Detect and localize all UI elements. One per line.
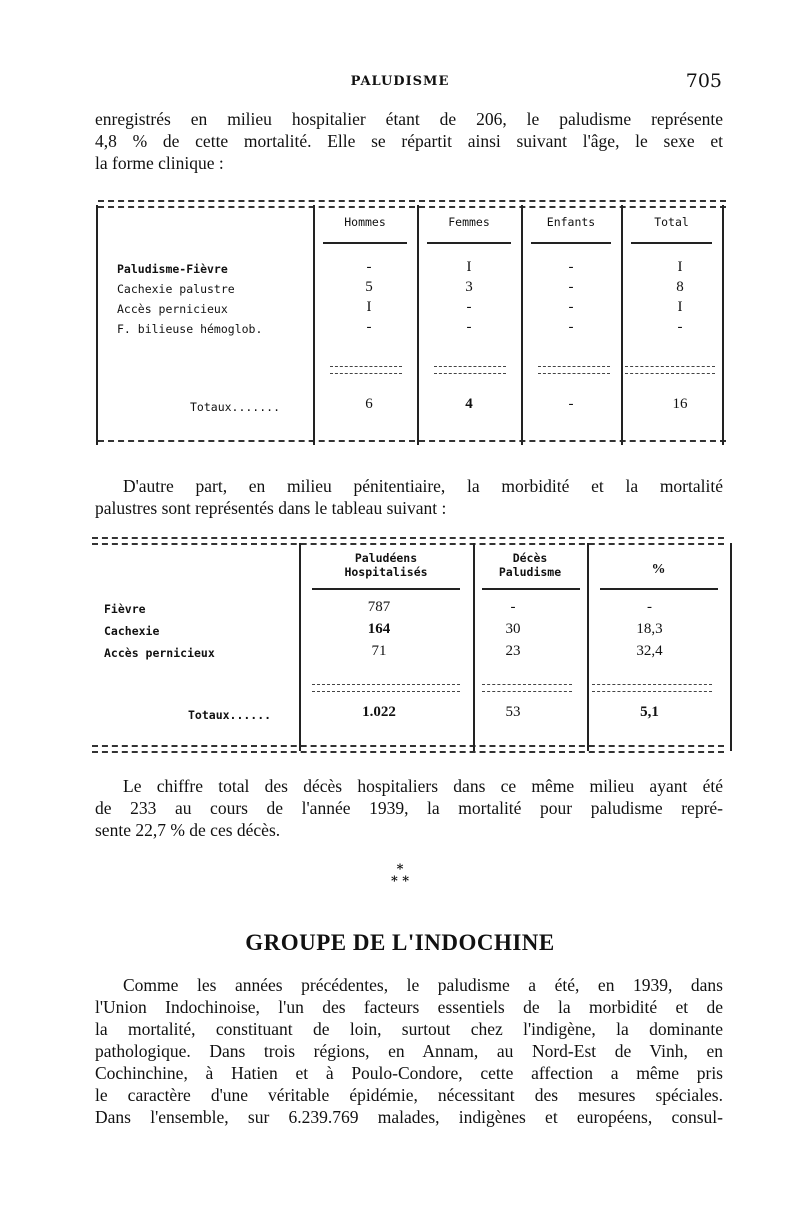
table-cell: - xyxy=(568,279,574,295)
table-cell: 3 xyxy=(465,279,473,295)
table-cell: - xyxy=(510,599,516,615)
total-label: Totaux....... xyxy=(190,400,281,414)
column-header: Hommes xyxy=(344,215,386,229)
text-line: enregistrés en milieu hospitalier étant de 206, le paludisme représente xyxy=(95,109,723,129)
table-bottom-border xyxy=(92,745,724,747)
total-rule xyxy=(312,684,460,692)
table-cell: - xyxy=(568,299,574,315)
table-bottom-border xyxy=(92,751,724,753)
total-cell: 53 xyxy=(505,704,521,720)
table-cell: - xyxy=(466,299,472,315)
text-line: Cochinchine, à Hatien et à Poulo-Condore, cette affection a même pris xyxy=(95,1063,723,1083)
row-label: F. bilieuse hémoglob. xyxy=(117,322,263,336)
table-top-border xyxy=(92,543,724,545)
table-cell: 30 xyxy=(505,621,521,637)
column-header: Paludisme xyxy=(498,565,562,579)
total-cell: 6 xyxy=(365,396,373,412)
table-cell: I xyxy=(366,299,372,315)
table-cell: I xyxy=(466,259,472,275)
text-line: l'Union Indochinoise, l'un des facteurs essentiels de la morbidité et de xyxy=(95,997,723,1017)
text-line: Comme les années précédentes, le paludisme a été, en 1939, dans xyxy=(123,975,723,995)
table-border-right xyxy=(730,543,732,751)
table-cell: 71 xyxy=(371,643,387,659)
total-rule xyxy=(592,684,712,692)
table-cell: 18,3 xyxy=(636,621,663,637)
table-cell: - xyxy=(677,319,683,335)
total-rule xyxy=(482,684,572,692)
column-header: Paludéens xyxy=(354,551,418,565)
text-line: pathologique. Dans trois régions, en Annam, au Nord-Est de Vinh, en xyxy=(95,1041,723,1061)
column-header: % xyxy=(651,562,666,577)
running-title: PALUDISME xyxy=(350,74,450,89)
section-heading: GROUPE DE L'INDOCHINE xyxy=(245,930,555,955)
text-line: la forme clinique : xyxy=(95,153,224,173)
table-cell: - xyxy=(568,319,574,335)
total-cell: - xyxy=(568,396,574,412)
header-rule xyxy=(482,588,580,590)
total-cell: 1.022 xyxy=(362,704,396,720)
header-rule xyxy=(600,588,718,590)
row-label: Paludisme-Fièvre xyxy=(117,262,228,276)
closing-paragraph xyxy=(95,775,723,841)
text-line: palustres sont représentés dans le tableau suivant : xyxy=(95,498,447,518)
header-rule xyxy=(312,588,460,590)
star-bottom: * * xyxy=(390,874,410,889)
text-line: le caractère d'une véritable épidémie, nécessitant des mesures spéciales. xyxy=(95,1085,723,1105)
text-line: de 233 au cours de l'année 1939, la mortalité pour paludisme repré- xyxy=(95,798,723,818)
star-top: * xyxy=(396,862,404,877)
total-cell: 16 xyxy=(672,396,688,412)
page-number: 705 xyxy=(685,70,722,92)
section-paragraph xyxy=(95,974,723,1128)
row-label: Cachexie xyxy=(104,624,160,638)
table-cell: 23 xyxy=(505,643,521,659)
table-cell: 787 xyxy=(367,599,391,615)
row-label: Fièvre xyxy=(104,602,146,616)
text-line: Le chiffre total des décès hospitaliers dans ce même milieu ayant été xyxy=(123,776,723,796)
column-header: Enfants xyxy=(546,215,596,229)
column-header: Femmes xyxy=(448,215,490,229)
table-cell: 5 xyxy=(365,279,373,295)
table-cell: 164 xyxy=(367,621,391,637)
table-cell: I xyxy=(677,299,683,315)
separator-stars xyxy=(0,864,800,888)
text-line: Dans l'ensemble, sur 6.239.769 malades, indigènes et européens, consul- xyxy=(95,1107,723,1127)
table-cell: - xyxy=(366,259,372,275)
text-line: 4,8 % de cette mortalité. Elle se répartit ainsi suivant l'âge, le sexe et xyxy=(95,131,723,151)
total-cell: 4 xyxy=(465,396,473,412)
table-cell: - xyxy=(366,319,372,335)
table-cell: 8 xyxy=(676,279,684,295)
row-label: Accès pernicieux xyxy=(104,646,215,660)
row-label: Accès pernicieux xyxy=(117,302,228,316)
column-header: Total xyxy=(654,215,689,229)
text-line: D'autre part, en milieu pénitentiaire, la morbidité et la mortalité xyxy=(123,476,723,496)
total-label: Totaux...... xyxy=(188,708,272,722)
column-header: Décès xyxy=(512,551,548,565)
row-label: Cachexie palustre xyxy=(117,282,235,296)
table-top-border xyxy=(92,537,724,539)
table-cell: 32,4 xyxy=(636,643,663,659)
text-line: la mortalité, constituant de loin, surtout chez l'indigène, la dominante xyxy=(95,1019,723,1039)
table-cell: - xyxy=(466,319,472,335)
text-line: sente 22,7 % de ces décès. xyxy=(95,820,281,840)
total-cell: 5,1 xyxy=(640,704,659,720)
table-cell: - xyxy=(568,259,574,275)
column-header: Hospitalisés xyxy=(344,565,428,579)
table-cell: - xyxy=(647,599,652,615)
table-cell: I xyxy=(677,259,683,275)
